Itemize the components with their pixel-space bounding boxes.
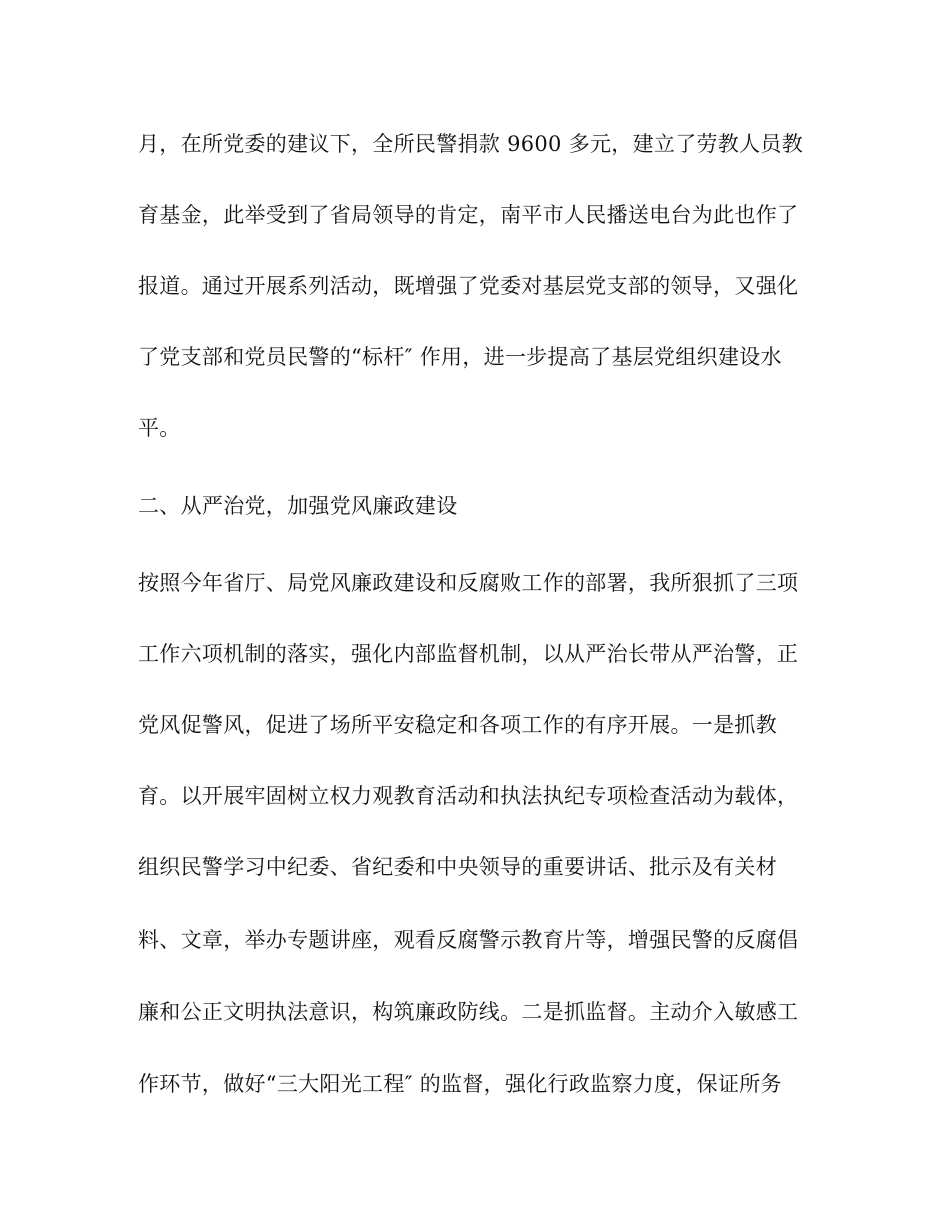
- text-line: 组织民警学习中纪委、省纪委和中央领导的重要讲话、批示及有关材: [138, 855, 777, 879]
- text-line: 料、文章，举办专题讲座，观看反腐警示教育片等，增强民警的反腐倡: [138, 928, 799, 952]
- text-line: 平。: [138, 416, 181, 440]
- text-line: 作环节，做好“三大阳光工程″ 的监督，强化行政监察力度，保证所务: [138, 1072, 782, 1096]
- text-line: 报道。通过开展系列活动，既增强了党委对基层党支部的领导，又强化: [138, 274, 799, 298]
- text-line: 育。以开展牢固树立权力观教育活动和执法执纪专项检查活动为载体，: [138, 784, 799, 808]
- section-heading: 二、从严治党，加强党风廉政建设: [138, 494, 458, 518]
- text-line: 工作六项机制的落实，强化内部监督机制，以从严治长带从严治警，正: [138, 642, 799, 666]
- text-line: 廉和公正文明执法意识，构筑廉政防线。二是抓监督。主动介入敏感工: [138, 1000, 799, 1024]
- text-line: 了党支部和党员民警的“标杆″ 作用，进一步提高了基层党组织建设水: [138, 345, 782, 369]
- text-line: 按照今年省厅、局党风廉政建设和反腐败工作的部署，我所狠抓了三项: [138, 571, 799, 595]
- text-line: 党风促警风，促进了场所平安稳定和各项工作的有序开展。一是抓教: [138, 713, 777, 737]
- text-line: 育基金，此举受到了省局领导的肯定，南平市人民播送电台为此也作了: [138, 203, 799, 227]
- text-line: 月，在所党委的建议下，全所民警捐款 9600 多元，建立了劳教人员教: [138, 132, 803, 156]
